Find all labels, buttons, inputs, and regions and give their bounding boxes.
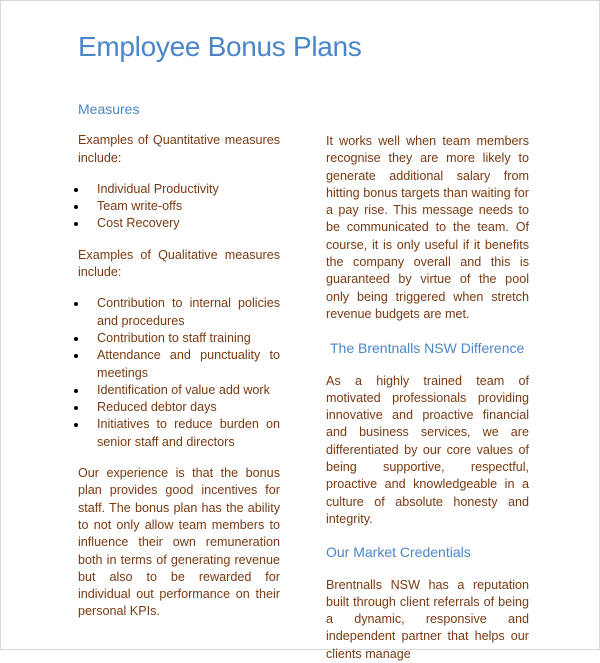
measures-heading: Measures [78, 101, 140, 117]
list-item: Cost Recovery [78, 215, 280, 232]
list-item: Contribution to internal policies and procedures [78, 295, 280, 330]
credentials-heading: Our Market Credentials [326, 544, 471, 561]
list-item: Individual Productivity [78, 181, 280, 198]
list-item: Reduced debtor days [78, 399, 280, 416]
credentials-paragraph: Brentnalls NSW has a reputation built through client referrals of being a dynamic, responsive and independent partner that helps our clients manage [326, 577, 529, 661]
page-title: Employee Bonus Plans [78, 31, 362, 62]
quantitative-list [78, 181, 280, 233]
experience-paragraph: Our experience is that the bonus plan provides good incentives for staff. The bonus plan has the ability to not only allow team members to influence their own remuneration both in terms of generating revenue but also to be rewarded for individual out performance on their personal KPIs. [78, 466, 280, 619]
list-item: Team write-offs [78, 198, 280, 215]
list-item: Initiatives to reduce burden on senior staff and directors [78, 416, 280, 451]
difference-paragraph: As a highly trained team of motivated professionals providing innovative and proactive financial and business services, we are differentiated by our core values of being supportive, respectful, proactive and knowledgeable in a culture of absolute honesty and integrity. [326, 373, 529, 526]
qualitative-list [78, 295, 280, 451]
list-item: Contribution to staff training [78, 330, 280, 347]
quantitative-intro: Examples of Quantitative measures include: [78, 133, 280, 165]
right-column [326, 133, 529, 663]
difference-heading: The Brentnalls NSW Difference [330, 340, 525, 357]
list-item: Identification of value add work [78, 382, 280, 399]
list-item: Attendance and punctuality to meetings [78, 347, 280, 382]
left-column [78, 101, 280, 621]
works-paragraph: It works well when team members recognise they are more likely to generate additional salary from hitting bonus targets than waiting for a pay rise. This message needs to be communicated to the team. Of course, it is only useful if it benefits the company overall and this is guaranteed by virtue of the pool only being triggered when stretch revenue budgets are met. [326, 134, 529, 321]
qualitative-intro: Examples of Qualitative measures include: [78, 247, 280, 280]
